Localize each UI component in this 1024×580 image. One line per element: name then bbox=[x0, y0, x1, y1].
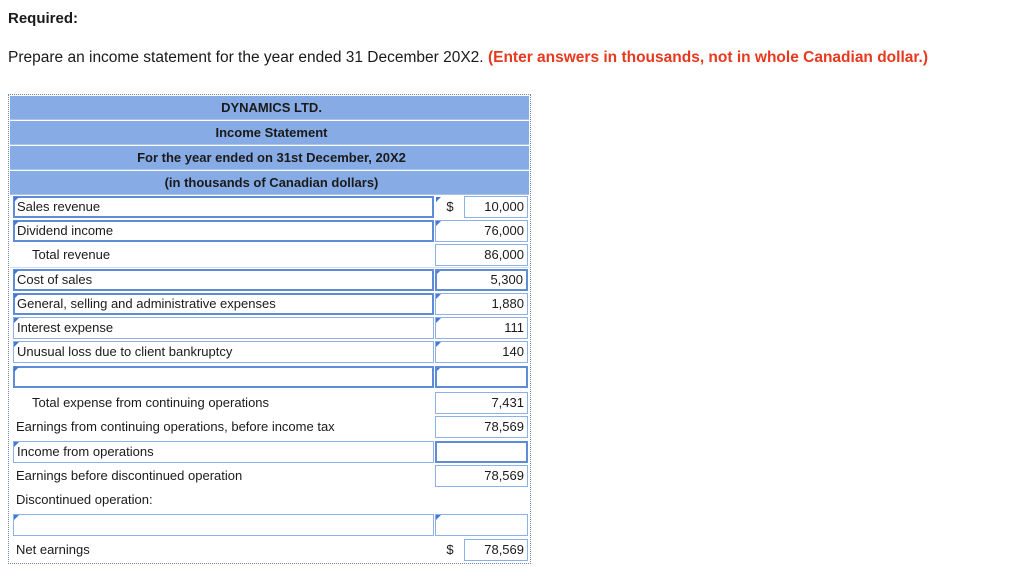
dropdown-marker-icon bbox=[436, 197, 441, 202]
instructions-text: Prepare an income statement for the year ended 31 December 20X2. bbox=[8, 49, 484, 66]
row-label-input[interactable]: Interest expense bbox=[13, 317, 434, 339]
required-heading: Required: bbox=[8, 10, 79, 27]
dropdown-marker-icon bbox=[14, 197, 19, 202]
row-label-input[interactable]: Dividend income bbox=[13, 220, 434, 242]
table-row bbox=[9, 415, 532, 439]
row-value-input[interactable]: 1,880 bbox=[435, 293, 528, 315]
currency-symbol: $ bbox=[446, 542, 454, 557]
dropdown-marker-icon bbox=[14, 367, 19, 372]
table-row bbox=[9, 243, 532, 267]
instructions bbox=[8, 49, 928, 67]
table-row bbox=[9, 391, 532, 415]
row-label-input[interactable]: General, selling and administrative expenses bbox=[13, 293, 434, 315]
row-label-input[interactable] bbox=[13, 366, 434, 388]
units-header: (in thousands of Canadian dollars) bbox=[10, 171, 529, 195]
row-value-input[interactable]: 10,000 bbox=[464, 196, 528, 218]
row-label: Net earnings bbox=[16, 542, 90, 557]
row-label-input[interactable]: Sales revenue bbox=[13, 196, 434, 218]
row-label: Total revenue bbox=[32, 247, 111, 262]
row-value-input[interactable] bbox=[435, 441, 528, 463]
period-header: For the year ended on 31st December, 20X2 bbox=[10, 146, 529, 170]
row-label-input[interactable]: Cost of sales bbox=[13, 269, 434, 291]
table-row bbox=[9, 538, 532, 562]
row-value-input[interactable]: 86,000 bbox=[435, 244, 528, 266]
income-statement-table bbox=[8, 94, 531, 564]
row-value-input[interactable]: 7,431 bbox=[435, 392, 528, 414]
table-row bbox=[9, 268, 532, 292]
currency-symbol: $ bbox=[446, 199, 454, 214]
company-name-header: DYNAMICS LTD. bbox=[10, 96, 529, 120]
table-row bbox=[9, 292, 532, 316]
table-row bbox=[9, 513, 532, 537]
row-value-input[interactable]: 78,569 bbox=[435, 416, 528, 438]
table-row bbox=[9, 316, 532, 340]
row-label-input[interactable] bbox=[13, 514, 434, 536]
table-row bbox=[9, 219, 532, 243]
dropdown-marker-icon bbox=[14, 342, 19, 347]
row-label: Earnings from continuing operations, before income tax bbox=[16, 419, 335, 434]
dropdown-marker-icon bbox=[14, 515, 19, 520]
row-value-input[interactable] bbox=[435, 366, 528, 388]
row-value-input[interactable]: 140 bbox=[435, 341, 528, 363]
row-value-input[interactable] bbox=[435, 514, 528, 536]
dropdown-marker-icon bbox=[14, 294, 19, 299]
dropdown-marker-icon bbox=[14, 318, 19, 323]
dropdown-marker-icon bbox=[14, 442, 19, 447]
row-label-input[interactable]: Unusual loss due to client bankruptcy bbox=[13, 341, 434, 363]
row-label: Total expense from continuing operations bbox=[32, 395, 270, 410]
row-label: Discontinued operation: bbox=[16, 492, 153, 507]
table-row bbox=[9, 488, 532, 512]
row-value-input[interactable]: 111 bbox=[435, 317, 528, 339]
table-row bbox=[9, 365, 532, 389]
row-label: Earnings before discontinued operation bbox=[16, 468, 243, 483]
statement-title-header: Income Statement bbox=[10, 121, 529, 145]
row-value-input[interactable]: 78,569 bbox=[435, 465, 528, 487]
row-value-input[interactable]: 5,300 bbox=[435, 269, 528, 291]
table-row bbox=[9, 195, 532, 219]
table-row bbox=[9, 340, 532, 364]
row-label-input[interactable]: Income from operations bbox=[13, 441, 434, 463]
row-value-input[interactable]: 78,569 bbox=[464, 539, 528, 561]
dropdown-marker-icon bbox=[14, 270, 19, 275]
table-row bbox=[9, 440, 532, 464]
row-value-input[interactable]: 76,000 bbox=[435, 220, 528, 242]
table-row bbox=[9, 464, 532, 488]
dropdown-marker-icon bbox=[14, 221, 19, 226]
instructions-note: (Enter answers in thousands, not in whole Canadian dollar.) bbox=[487, 49, 929, 66]
